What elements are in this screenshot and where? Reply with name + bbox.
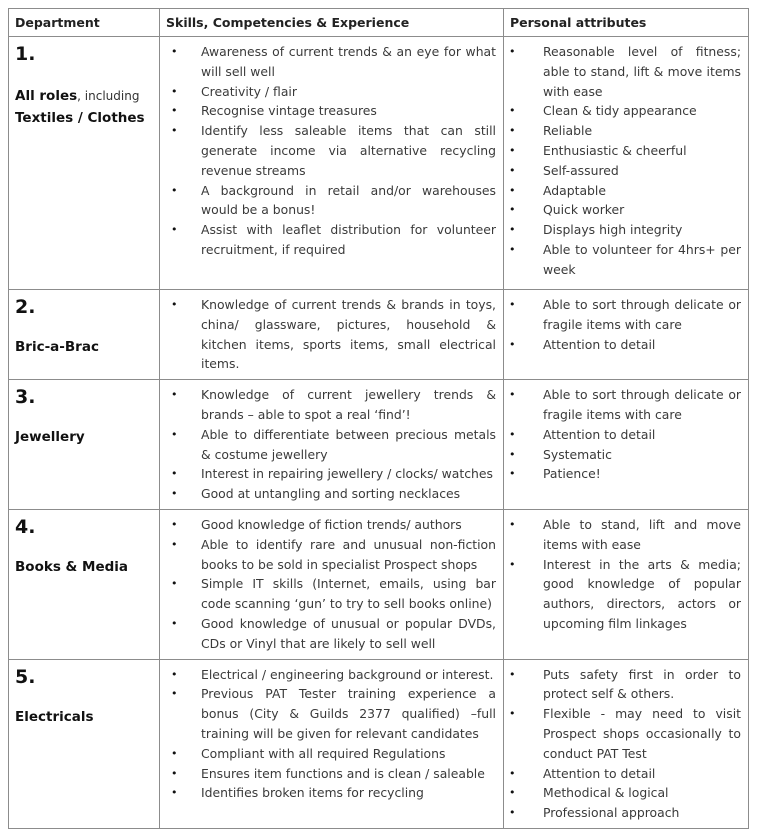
list-item: • Knowledge of current trends & brands in toys, china/ glassware, pictures, household & kitchen items, sports items, small electrical items.	[161, 295, 496, 374]
skills-list	[161, 291, 502, 378]
list-item: • Attention to detail	[505, 764, 741, 784]
header-skills: Skills, Competencies & Experience	[160, 9, 504, 37]
department-cell	[9, 37, 160, 290]
list-item: • Patience!	[505, 464, 741, 484]
list-item: • Awareness of current trends & an eye for what will sell well	[161, 42, 496, 82]
list-item: • Able to sort through delicate or fragile items with care	[505, 295, 741, 335]
list-item: • Electrical / engineering background or interest.	[161, 665, 496, 685]
attributes-cell	[504, 290, 749, 380]
attributes-list	[505, 511, 747, 638]
list-item: • Compliant with all required Regulations	[161, 744, 496, 764]
department-name: Bric-a-Brac	[15, 339, 99, 355]
attributes-list	[505, 291, 747, 358]
attributes-list	[505, 38, 747, 284]
skills-cell	[160, 37, 504, 290]
list-item: • Professional approach	[505, 803, 741, 823]
attributes-cell	[504, 380, 749, 510]
skills-list	[161, 381, 502, 508]
attributes-list	[505, 661, 747, 827]
list-item: • Attention to detail	[505, 425, 741, 445]
department-name: Jewellery	[15, 429, 85, 446]
list-item: • Clean & tidy appearance	[505, 101, 741, 121]
skills-cell	[160, 290, 504, 380]
list-item: • Reliable	[505, 121, 741, 141]
list-item: • Knowledge of current jewellery trends & brands – able to spot a real ‘find’!	[161, 385, 496, 425]
department-number: 3.	[15, 386, 36, 409]
list-item: • Good knowledge of fiction trends/ authors	[161, 515, 496, 535]
list-item: • Attention to detail	[505, 335, 741, 355]
department-cell	[9, 380, 160, 510]
list-item: • Able to identify rare and unusual non-fiction books to be sold in specialist Prospect shops	[161, 535, 496, 575]
list-item: • Interest in the arts & media; good knowledge of popular authors, directors, actors or upcoming film linkages	[505, 555, 741, 634]
header-attributes: Personal attributes	[504, 9, 749, 37]
header-department: Department	[9, 9, 160, 37]
skills-list	[161, 38, 502, 264]
department-cell	[9, 659, 160, 828]
list-item: • Quick worker	[505, 200, 741, 220]
list-item: • Able to sort through delicate or fragile items with care	[505, 385, 741, 425]
list-item: • Systematic	[505, 445, 741, 465]
department-number: 2.	[15, 296, 36, 318]
table-row	[9, 509, 749, 659]
department-cell	[9, 290, 160, 380]
list-item: • Previous PAT Tester training experience a bonus (City & Guilds 2377 qualified) –full training will be given for relevant candidates	[161, 684, 496, 743]
skills-cell	[160, 509, 504, 659]
skills-cell	[160, 380, 504, 510]
table-row	[9, 37, 749, 290]
list-item: • Creativity / flair	[161, 82, 496, 102]
table-row	[9, 380, 749, 510]
list-item: • Methodical & logical	[505, 783, 741, 803]
header-row	[9, 9, 749, 37]
list-item: • Able to volunteer for 4hrs+ per week	[505, 240, 741, 280]
list-item: • Simple IT skills (Internet, emails, using bar code scanning ‘gun’ to try to sell books online)	[161, 574, 496, 614]
list-item: • Self-assured	[505, 161, 741, 181]
list-item: • Ensures item functions and is clean / saleable	[161, 764, 496, 784]
skills-list	[161, 511, 502, 658]
list-item: • Displays high integrity	[505, 220, 741, 240]
attributes-cell	[504, 509, 749, 659]
list-item: • Reasonable level of fitness; able to stand, lift & move items with ease	[505, 42, 741, 101]
list-item: • Identifies broken items for recycling	[161, 783, 496, 803]
list-item: • Interest in repairing jewellery / clocks/ watches	[161, 464, 496, 484]
department-number: 4.	[15, 515, 36, 538]
department-name: Books & Media	[15, 558, 129, 575]
table-row	[9, 290, 749, 380]
list-item: • Recognise vintage treasures	[161, 101, 496, 121]
list-item: • Identify less saleable items that can still generate income via alternative recycling revenue streams	[161, 121, 496, 180]
list-item: • Able to differentiate between precious metals & costume jewellery	[161, 425, 496, 465]
department-number: 5.	[15, 665, 36, 688]
department-name-suffix: , including	[77, 89, 140, 103]
list-item: • Flexible - may need to visit Prospect shops occasionally to conduct PAT Test	[505, 704, 741, 763]
attributes-cell	[504, 37, 749, 290]
department-number: 1.	[15, 43, 36, 65]
department-name-line2: Textiles / Clothes	[15, 110, 145, 126]
role-requirements-table	[8, 8, 749, 829]
attributes-cell	[504, 659, 749, 828]
list-item: • Adaptable	[505, 181, 741, 201]
skills-list	[161, 661, 502, 808]
department-name-main: All roles	[15, 88, 78, 104]
skills-cell	[160, 659, 504, 828]
list-item: • Puts safety first in order to protect self & others.	[505, 665, 741, 705]
table-row	[9, 659, 749, 828]
list-item: • Good knowledge of unusual or popular DVDs, CDs or Vinyl that are likely to sell well	[161, 614, 496, 654]
list-item: • Enthusiastic & cheerful	[505, 141, 741, 161]
list-item: • Assist with leaflet distribution for volunteer recruitment, if required	[161, 220, 496, 260]
attributes-list	[505, 381, 747, 488]
list-item: • A background in retail and/or warehouses would be a bonus!	[161, 181, 496, 221]
department-name: Electricals	[15, 708, 94, 725]
list-item: • Good at untangling and sorting necklaces	[161, 484, 496, 504]
document-page	[8, 8, 749, 829]
department-cell	[9, 509, 160, 659]
department-name	[15, 85, 155, 107]
list-item: • Able to stand, lift and move items with ease	[505, 515, 741, 555]
